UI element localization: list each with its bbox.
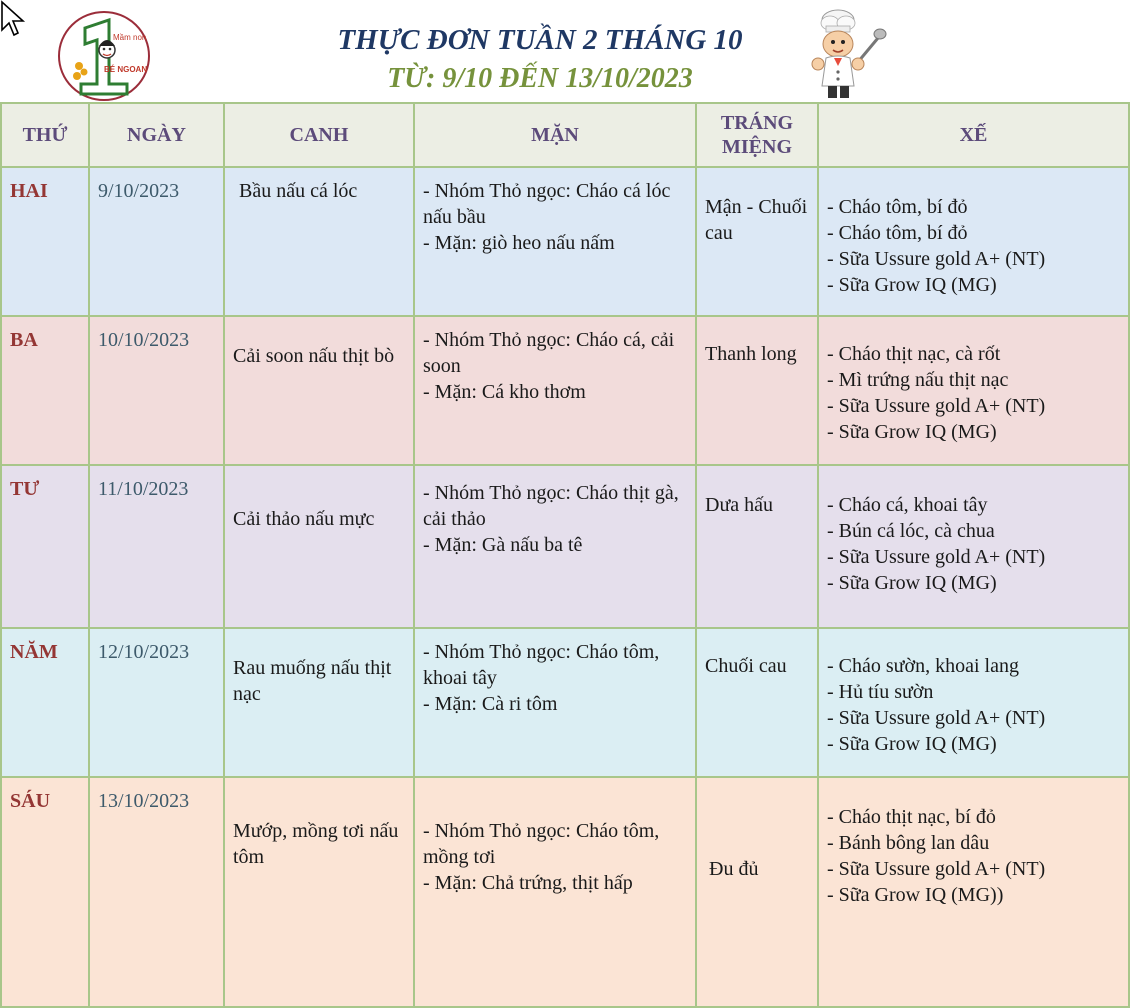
main-dish-line: - Nhóm Thỏ ngọc: Cháo tôm, mồng tơi — [423, 820, 660, 868]
table-row — [1, 777, 1129, 1007]
snack-line: - Cháo thịt nạc, cà rốt — [827, 343, 1001, 365]
snack-line: - Sữa Ussure gold A+ (NT) — [827, 707, 1046, 729]
day-cell: TƯ — [1, 465, 89, 628]
snack-line: - Sữa Grow IQ (MG) — [827, 421, 997, 443]
column-header-day: THỨ — [1, 103, 89, 167]
main-dish-line: - Mặn: Chả trứng, thịt hấp — [423, 872, 633, 894]
soup-cell: Rau muống nấu thịt nạc — [233, 657, 392, 705]
snack-line: - Sữa Grow IQ (MG) — [827, 733, 997, 755]
menu-title: THỰC ĐƠN TUẦN 2 THÁNG 10 — [337, 24, 743, 56]
main-dish-line: - Mặn: Gà nấu ba tê — [423, 534, 583, 556]
snack-line: - Cháo cá, khoai tây — [827, 494, 988, 516]
column-header-main-dish: MẶN — [414, 103, 696, 167]
snack-line: - Cháo tôm, bí đỏ — [827, 222, 968, 244]
snack-line: - Bánh bông lan dâu — [827, 832, 990, 854]
logo-bottom-text: BÉ NGOAN — [104, 65, 148, 74]
soup-cell: Cải soon nấu thịt bò — [233, 345, 395, 367]
table-header-row — [1, 103, 1129, 167]
dessert-cell: Thanh long — [705, 343, 797, 365]
snack-line: - Sữa Ussure gold A+ (NT) — [827, 395, 1046, 417]
main-dish-line: - Nhóm Thỏ ngọc: Cháo thịt gà, cải thảo — [423, 482, 679, 530]
menu-date-range: TỪ: 9/10 ĐẾN 13/10/2023 — [387, 63, 693, 94]
column-header-soup: CANH — [224, 103, 414, 167]
date-cell: 12/10/2023 — [89, 628, 224, 777]
table-row — [1, 167, 1129, 316]
snack-line: - Sữa Ussure gold A+ (NT) — [827, 858, 1046, 880]
main-dish-line: - Nhóm Thỏ ngọc: Cháo cá, cải soon — [423, 329, 675, 377]
table-row — [1, 465, 1129, 628]
snack-line: - Sữa Grow IQ (MG) — [827, 572, 997, 594]
table-row — [1, 316, 1129, 465]
day-cell: BA — [1, 316, 89, 465]
snack-line: - Sữa Ussure gold A+ (NT) — [827, 248, 1046, 270]
dessert-cell: Chuối cau — [705, 655, 787, 677]
snack-line: - Hủ tíu sườn — [827, 681, 934, 703]
weekly-menu-table — [0, 102, 1130, 1008]
date-cell: 9/10/2023 — [89, 167, 224, 316]
snack-line: - Cháo sườn, khoai lang — [827, 655, 1019, 677]
main-dish-line: - Mặn: Cá kho thơm — [423, 381, 586, 403]
snack-line: - Cháo tôm, bí đỏ — [827, 196, 968, 218]
soup-cell: Cải thảo nấu mực — [233, 508, 375, 530]
date-cell: 13/10/2023 — [89, 777, 224, 1007]
main-dish-line: - Mặn: giò heo nấu nấm — [423, 232, 615, 254]
main-dish-line: - Nhóm Thỏ ngọc: Cháo tôm, khoai tây — [423, 641, 660, 689]
soup-cell: Mướp, mồng tơi nấu tôm — [233, 820, 399, 868]
column-header-dessert: TRÁNG MIỆNG — [696, 103, 818, 167]
column-header-snack: XẾ — [818, 103, 1129, 167]
date-cell: 10/10/2023 — [89, 316, 224, 465]
snack-line: - Sữa Grow IQ (MG)) — [827, 884, 1004, 906]
dessert-cell: Mận - Chuối cau — [705, 196, 808, 244]
main-dish-line: - Nhóm Thỏ ngọc: Cháo cá lóc nấu bầu — [423, 180, 671, 228]
logo-top-text: Mầm non — [113, 33, 147, 42]
snack-line: - Cháo thịt nạc, bí đỏ — [827, 806, 996, 828]
dessert-cell: Đu đủ — [709, 858, 759, 880]
soup-cell: Bầu nấu cá lóc — [239, 180, 358, 202]
snack-line: - Bún cá lóc, cà chua — [827, 520, 995, 542]
snack-line: - Sữa Grow IQ (MG) — [827, 274, 997, 296]
main-dish-line: - Mặn: Cà ri tôm — [423, 693, 558, 715]
snack-line: - Sữa Ussure gold A+ (NT) — [827, 546, 1046, 568]
table-row — [1, 628, 1129, 777]
day-cell: NĂM — [1, 628, 89, 777]
dessert-cell: Dưa hấu — [705, 494, 774, 516]
column-header-date: NGÀY — [89, 103, 224, 167]
day-cell: HAI — [1, 167, 89, 316]
day-cell: SÁU — [1, 777, 89, 1007]
date-cell: 11/10/2023 — [89, 465, 224, 628]
snack-line: - Mì trứng nấu thịt nạc — [827, 369, 1009, 391]
